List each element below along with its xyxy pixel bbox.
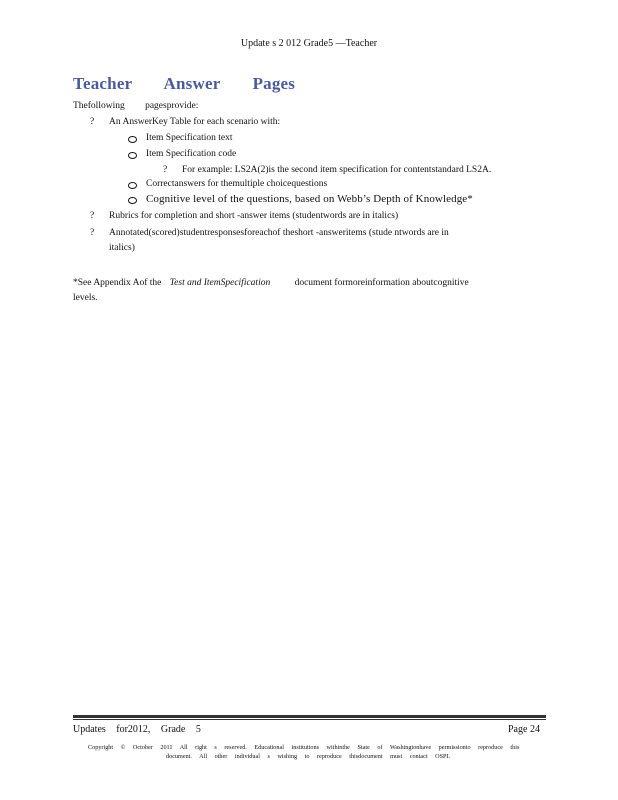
footer-rule: [73, 715, 546, 718]
intro-text: Thefollowing pagesprovide:: [73, 101, 199, 111]
sub-item-spec-code: Item Specification code: [146, 149, 237, 159]
footer-rule-thin: [73, 719, 546, 720]
footer-page-number: Page 24: [508, 724, 540, 735]
circle-bullet-icon: [128, 152, 137, 159]
circle-bullet-icon: [128, 197, 137, 204]
note-italic: Test and ItemSpecification: [169, 278, 271, 288]
circle-bullet-icon: [128, 182, 137, 189]
sub-correct-answers: Correctanswers for themultiple choicequestions: [146, 179, 328, 189]
copyright-line-2: document. All other individual s wishing to reproduce thisdocument must contact OSPI.: [166, 753, 451, 760]
bullet-annotated-cont: italics): [109, 243, 135, 253]
example-text: For example: LS2A(2)is the second item specification for contentstandard LS2A.: [182, 165, 492, 175]
sub-cognitive-level: Cognitive level of the questions, based on Webb’s Depth of Knowledge*: [146, 193, 473, 205]
bullet-rubrics: Rubrics for completion and short -answer items (studentwords are in italics): [109, 211, 399, 221]
bullet-annotated: Annotated(scored)studentresponsesforeachof theshort -answeritems (stude ntwords are in: [109, 228, 449, 238]
bullet-marker: ?: [90, 228, 95, 238]
note-line2: levels.: [73, 293, 98, 303]
note-prefix: *See Appendix Aof the: [73, 278, 162, 288]
bullet-answer-key: An AnswerKey Table for each scenario with:: [109, 117, 281, 127]
footer-left: Updates for2012, Grade 5: [73, 724, 201, 735]
bullet-marker: ?: [90, 117, 95, 127]
copyright-line-1: Copyright © October 2011 All right s reserved. Educational institutions withinthe State of Washingtonhave permissionto reproduce this: [88, 744, 520, 751]
sub-item-spec-text: Item Specification text: [146, 133, 233, 143]
bullet-marker: ?: [90, 211, 95, 221]
note-suffix: document formoreinformation aboutcognitive: [294, 278, 469, 288]
page-title: Teacher Answer Pages: [73, 74, 296, 93]
example-marker: ?: [163, 165, 168, 175]
page-header: Update s 2 012 Grade5 —Teacher: [240, 38, 378, 49]
circle-bullet-icon: [128, 136, 137, 143]
appendix-note: [73, 278, 469, 288]
